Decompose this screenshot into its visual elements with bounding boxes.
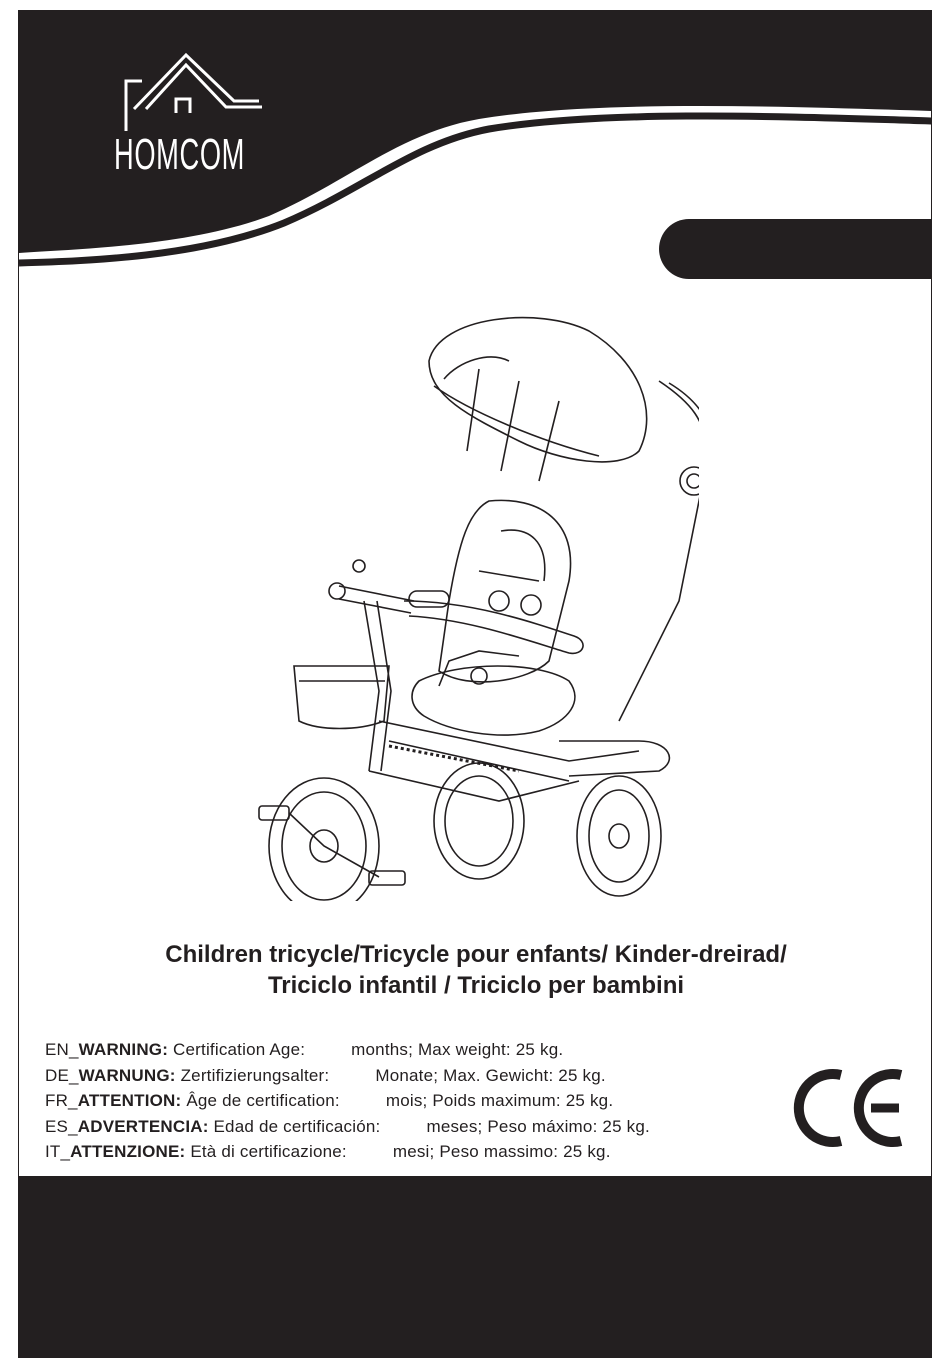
warning-label: WARNING:	[78, 1040, 169, 1059]
homcom-logo	[114, 51, 284, 191]
warning-list	[45, 1037, 650, 1165]
tricycle-illustration	[239, 301, 699, 901]
warning-label: ADVERTENCIA:	[77, 1116, 209, 1136]
title-line-2: Triciclo infantil / Triciclo per bambini	[267, 972, 685, 999]
footer-band	[19, 1176, 932, 1358]
warning-line-fr: FR_ATTENTION: Âge de certification: mois; Poids maximum: 25 kg.	[45, 1091, 614, 1110]
header-tab-bar	[659, 219, 932, 279]
manual-cover	[18, 10, 932, 1358]
warning-line-es: ES_ADVERTENCIA: Edad de certificación: meses; Peso máximo: 25 kg.	[45, 1116, 650, 1136]
ce-mark-icon	[789, 1063, 909, 1153]
warning-line-de: DE_WARNUNG: Zertifizierungsalter: Monate; Max. Gewicht: 25 kg.	[45, 1065, 606, 1085]
brand-wordmark: HOMCOM	[114, 130, 246, 179]
warning-label: ATTENTION:	[77, 1091, 182, 1110]
title-line-1: Children tricycle/Tricycle pour enfants/ Kinder-dreirad/	[165, 941, 787, 968]
product-title	[19, 939, 932, 1001]
warning-line-en: EN_WARNING: Certification Age: months; Max weight: 25 kg.	[45, 1040, 564, 1059]
warning-label: WARNUNG:	[78, 1065, 176, 1085]
warning-label: ATTENZIONE:	[70, 1142, 186, 1161]
warning-line-it: IT_ATTENZIONE: Età di certificazione: mesi; Peso massimo: 25 kg.	[45, 1142, 611, 1161]
house-roof-icon	[114, 51, 284, 131]
